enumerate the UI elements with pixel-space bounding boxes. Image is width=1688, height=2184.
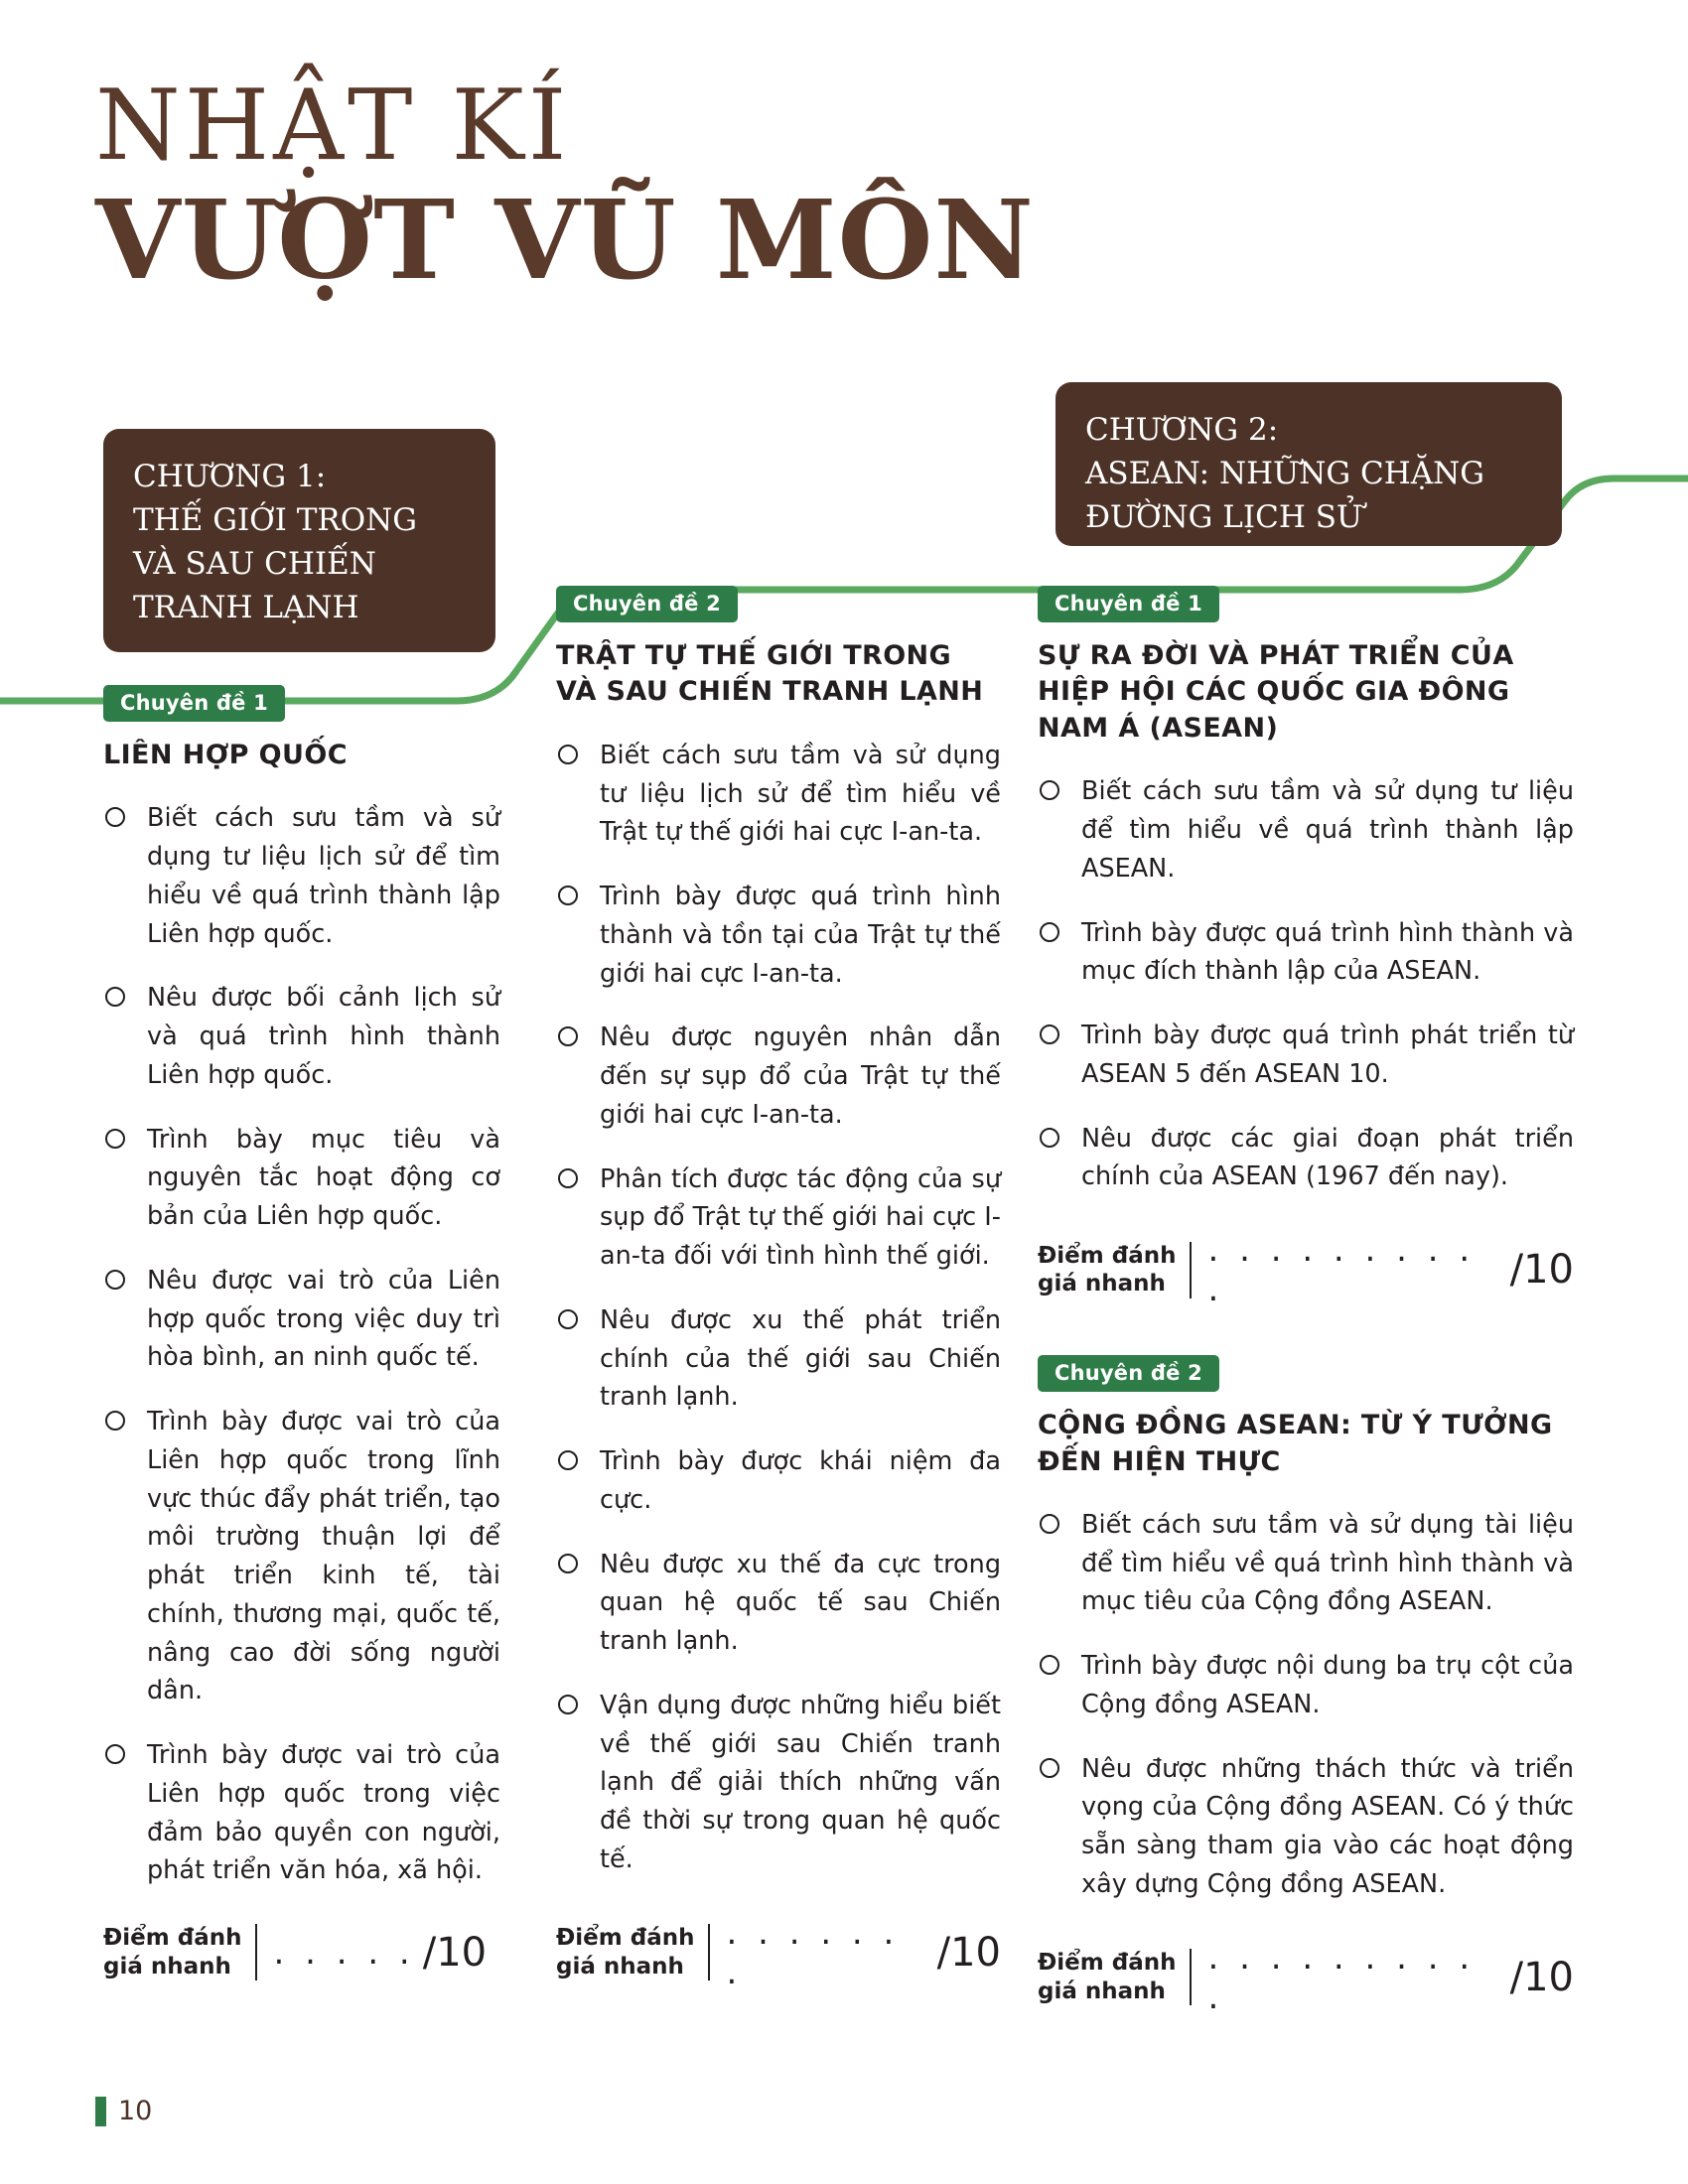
section-c2-s1 (556, 586, 1001, 1992)
topic-title: LIÊN HỢP QUỐC (103, 740, 348, 770)
page-footer (95, 2096, 152, 2126)
list-item: Nêu được những thách thức và triển vọng của Cộng đồng ASEAN. Có ý thức sẵn sàng tham gia vào các hoạt động xây dựng Cộng đồng ASEAN. (1038, 1750, 1574, 1904)
section-c1-s1 (103, 685, 500, 1980)
objective-list (1038, 772, 1574, 1196)
page-number: 10 (118, 2096, 153, 2126)
list-item: Nêu được các giai đoạn phát triển chính của ASEAN (1967 đến nay). (1038, 1120, 1574, 1197)
topic-tag: Chuyên đề 2 (556, 586, 738, 622)
list-item: Trình bày được quá trình phát triển từ ASEAN 5 đến ASEAN 10. (1038, 1017, 1574, 1094)
list-item: Trình bày mục tiêu và nguyên tắc hoạt động cơ bản của Liên hợp quốc. (103, 1121, 500, 1236)
list-item: Trình bày được quá trình hình thành và tồn tại của Trật tự thế giới hai cực I-an-ta. (556, 878, 1001, 993)
footer-bar-icon (95, 2097, 106, 2126)
chapter-1-line-1: CHƯƠNG 1: (133, 459, 327, 494)
score-label-line-1: Điểm đánh (556, 1925, 695, 1952)
list-item: Biết cách sưu tầm và sử dụng tư liệu lịch sử để tìm hiểu về Trật tự thế giới hai cực I-an-ta. (556, 737, 1001, 852)
score-label-line-1: Điểm đánh (103, 1925, 242, 1952)
list-item: Nêu được nguyên nhân dẫn đến sự sụp đổ của Trật tự thế giới hai cực I-an-ta. (556, 1019, 1001, 1134)
score-label-line-2: giá nhanh (1038, 1271, 1166, 1297)
objective-list (1038, 1506, 1574, 1904)
score-denominator: /10 (1509, 1954, 1574, 2000)
list-item: Trình bày được khái niệm đa cực. (556, 1442, 1001, 1520)
list-item: Trình bày được nội dung ba trụ cột của Cộng đồng ASEAN. (1038, 1647, 1574, 1724)
score-label-line-2: giá nhanh (1038, 1978, 1166, 2004)
score-denominator: /10 (422, 1929, 488, 1976)
list-item: Nêu được xu thế phát triển chính của thế giới sau Chiến tranh lạnh. (556, 1301, 1001, 1417)
score-label-line-2: giá nhanh (103, 1953, 231, 1979)
topic-title: SỰ RA ĐỜI VÀ PHÁT TRIỂN CỦA HIỆP HỘI CÁC QUỐC GIA ĐÔNG NAM Á (ASEAN) (1038, 640, 1514, 744)
chapter-2-line-1: CHƯƠNG 2: (1085, 412, 1279, 448)
title-line-2: VƯỢT VŨ MÔN (95, 175, 1035, 304)
score-label-line-1: Điểm đánh (1038, 1950, 1177, 1977)
section-c3-s2 (1038, 1355, 1574, 2017)
list-item: Trình bày được vai trò của Liên hợp quốc trong việc đảm bảo quyền con người, phát triển văn hóa, xã hội. (103, 1736, 500, 1890)
score-label (1038, 1242, 1192, 1298)
chapter-1-line-4: TRANH LẠNH (133, 590, 359, 626)
score-input-blank[interactable]: . . . . . . . . . . (1207, 1937, 1476, 2017)
score-label (103, 1924, 257, 1980)
objective-list (103, 799, 500, 1890)
score-label (1038, 1949, 1192, 2005)
score-block[interactable] (556, 1913, 1001, 1992)
objective-list (556, 737, 1001, 1879)
title-line-1: NHẬT KÍ (95, 69, 571, 183)
topic-tag: Chuyên đề 1 (1038, 586, 1219, 622)
score-block[interactable] (1038, 1230, 1574, 1309)
topic-tag: Chuyên đề 2 (1038, 1355, 1219, 1392)
list-item: Nêu được bối cảnh lịch sử và quá trình hình thành Liên hợp quốc. (103, 979, 500, 1094)
chapter-2-line-3: ĐƯỜNG LỊCH SỬ (1085, 499, 1363, 536)
score-input-blank[interactable]: . . . . . (273, 1932, 415, 1973)
chapter-1-line-2: THẾ GIỚI TRONG (133, 502, 418, 539)
column-1 (103, 685, 500, 1980)
score-label (556, 1924, 710, 1980)
score-block[interactable] (103, 1924, 500, 1980)
list-item: Biết cách sưu tầm và sử dụng tài liệu để tìm hiểu về quá trình hình thành và mục tiêu của Cộng đồng ASEAN. (1038, 1506, 1574, 1621)
list-item: Biết cách sưu tầm và sử dụng tư liệu để tìm hiểu về quá trình thành lập ASEAN. (1038, 772, 1574, 887)
topic-title: CỘNG ĐỒNG ASEAN: TỪ Ý TƯỞNG ĐẾN HIỆN THỰC (1038, 1410, 1553, 1477)
score-input-blank[interactable]: . . . . . . . . . . (1207, 1230, 1476, 1310)
page-title (95, 69, 1188, 304)
score-denominator: /10 (936, 1929, 1001, 1976)
topic-title: TRẬT TỰ THẾ GIỚI TRONG VÀ SAU CHIẾN TRANH LẠNH (556, 640, 984, 708)
chapter-1-box (103, 429, 495, 652)
list-item: Biết cách sưu tầm và sử dụng tư liệu lịch sử để tìm hiểu về quá trình thành lập Liên hợp quốc. (103, 799, 500, 953)
column-2 (556, 586, 1001, 1992)
score-input-blank[interactable]: . . . . . . . (726, 1912, 900, 1992)
chapter-1-line-3: VÀ SAU CHIẾN (133, 546, 376, 583)
section-c3-s1 (1038, 586, 1574, 1309)
list-item: Phân tích được tác động của sự sụp đổ Trật tự thế giới hai cực I-an-ta đối với tình hình thế giới. (556, 1160, 1001, 1276)
list-item: Vận dụng được những hiểu biết về thế giới sau Chiến tranh lạnh để giải thích những vấn đề thời sự trong quan hệ quốc tế. (556, 1687, 1001, 1879)
list-item: Nêu được vai trò của Liên hợp quốc trong việc duy trì hòa bình, an ninh quốc tế. (103, 1262, 500, 1377)
score-label-line-1: Điểm đánh (1038, 1242, 1177, 1269)
topic-tag: Chuyên đề 1 (103, 685, 285, 722)
list-item: Trình bày được quá trình hình thành và mục đích thành lập của ASEAN. (1038, 914, 1574, 992)
chapter-2-line-2: ASEAN: NHỮNG CHẶNG (1085, 456, 1485, 492)
score-label-line-2: giá nhanh (556, 1953, 684, 1979)
score-denominator: /10 (1509, 1247, 1574, 1294)
list-item: Nêu được xu thế đa cực trong quan hệ quốc tế sau Chiến tranh lạnh. (556, 1546, 1001, 1661)
score-block[interactable] (1038, 1938, 1574, 2017)
list-item: Trình bày được vai trò của Liên hợp quốc trong lĩnh vực thúc đẩy phát triển, tạo môi trường thuận lợi để phát triển kinh tế, tài chính, thương mại, quốc tế, nâng cao đời sống người dân. (103, 1403, 500, 1710)
column-3 (1038, 586, 1574, 2017)
chapter-2-box (1055, 382, 1562, 546)
